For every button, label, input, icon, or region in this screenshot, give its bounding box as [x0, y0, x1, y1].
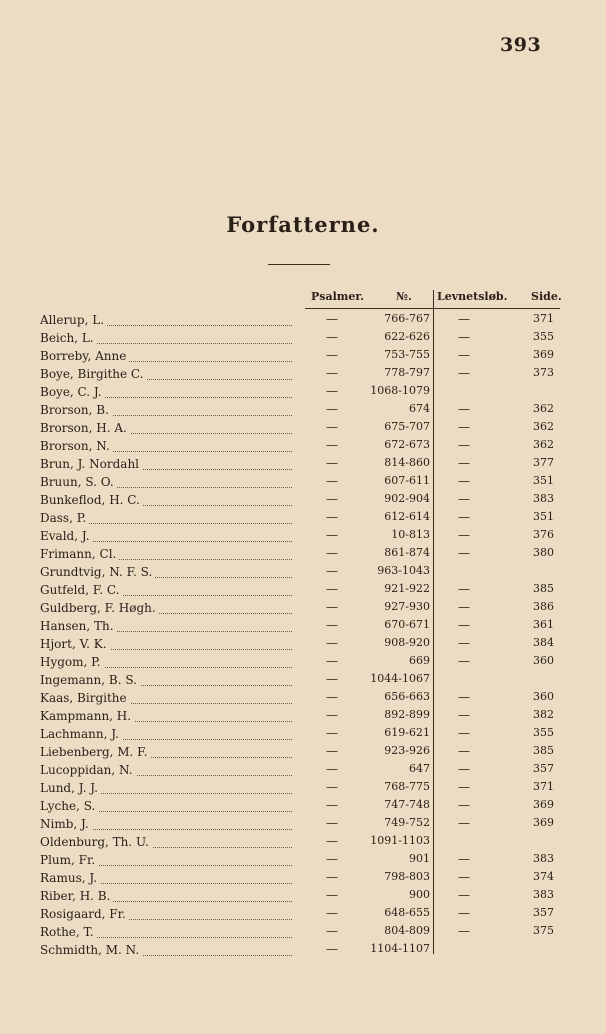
psalmer-cell: — — [326, 366, 338, 380]
psalmer-cell: — — [326, 726, 338, 740]
author-name-text: Evald, J. — [40, 529, 93, 543]
levnet-cell: — — [458, 546, 470, 560]
author-name — [40, 798, 98, 812]
author-name — [40, 780, 101, 794]
author-name — [40, 744, 150, 758]
levnet-cell: — — [458, 924, 470, 938]
author-name-text: Lyche, S. — [40, 799, 98, 813]
table-row — [0, 419, 606, 437]
levnet-cell: — — [458, 510, 470, 524]
table-row — [0, 923, 606, 941]
author-name-text: Dass, P. — [40, 511, 89, 525]
page-cell: 386 — [533, 600, 554, 613]
author-name — [40, 690, 130, 704]
author-name-text: Gutfeld, F. C. — [40, 583, 122, 597]
author-name-text: Rothe, T. — [40, 925, 97, 939]
page-cell: 377 — [533, 456, 554, 469]
levnet-cell: — — [458, 492, 470, 506]
table-row — [0, 869, 606, 887]
author-name — [40, 510, 89, 524]
number-cell: 753-755 — [384, 348, 430, 361]
psalmer-cell: — — [326, 618, 338, 632]
number-cell: 674 — [409, 402, 430, 415]
author-name — [40, 384, 105, 398]
author-name-text: Plum, Fr. — [40, 853, 98, 867]
number-cell: 901 — [409, 852, 430, 865]
levnet-cell: — — [458, 528, 470, 542]
author-name — [40, 348, 129, 362]
page-cell: 383 — [533, 852, 554, 865]
table-row — [0, 707, 606, 725]
table-row — [0, 527, 606, 545]
number-cell: 861-874 — [384, 546, 430, 559]
table-row — [0, 689, 606, 707]
page-cell: 383 — [533, 888, 554, 901]
psalmer-cell: — — [326, 528, 338, 542]
author-name — [40, 312, 107, 326]
table-row — [0, 617, 606, 635]
author-name-text: Brorson, N. — [40, 439, 113, 453]
number-cell: 892-899 — [384, 708, 430, 721]
author-name-text: Ramus, J. — [40, 871, 100, 885]
author-name-text: Hygom, P. — [40, 655, 104, 669]
levnet-cell: — — [458, 330, 470, 344]
header-levnet: Levnetsløb. — [437, 290, 508, 303]
levnet-cell: — — [458, 636, 470, 650]
table-row — [0, 779, 606, 797]
author-name — [40, 366, 147, 380]
levnet-cell: — — [458, 348, 470, 362]
psalmer-cell: — — [326, 492, 338, 506]
psalmer-cell: — — [326, 942, 338, 956]
psalmer-cell: — — [326, 690, 338, 704]
author-name — [40, 726, 122, 740]
author-name-text: Kaas, Birgithe — [40, 691, 130, 705]
number-cell: 927-930 — [384, 600, 430, 613]
author-name-text: Brorson, H. A. — [40, 421, 130, 435]
psalmer-cell: — — [326, 888, 338, 902]
levnet-cell: — — [458, 618, 470, 632]
table-row — [0, 815, 606, 833]
author-name-text: Liebenberg, M. F. — [40, 745, 150, 759]
levnet-cell: — — [458, 888, 470, 902]
table-row — [0, 491, 606, 509]
author-name-text: Lund, J. J. — [40, 781, 101, 795]
author-name — [40, 924, 97, 938]
number-cell: 670-671 — [384, 618, 430, 631]
psalmer-cell: — — [326, 798, 338, 812]
author-name-text: Ingemann, B. S. — [40, 673, 140, 687]
author-name-text: Grundtvig, N. F. S. — [40, 565, 155, 579]
psalmer-cell: — — [326, 906, 338, 920]
levnet-cell: — — [458, 438, 470, 452]
number-cell: 669 — [409, 654, 430, 667]
table-row — [0, 581, 606, 599]
table-row — [0, 797, 606, 815]
table-row — [0, 365, 606, 383]
author-name — [40, 906, 129, 920]
page-cell: 357 — [533, 906, 554, 919]
author-name — [40, 420, 130, 434]
levnet-cell: — — [458, 420, 470, 434]
page-cell: 355 — [533, 330, 554, 343]
levnet-cell: — — [458, 906, 470, 920]
levnet-cell: — — [458, 456, 470, 470]
number-cell: 923-926 — [384, 744, 430, 757]
levnet-cell: — — [458, 474, 470, 488]
number-cell: 10-813 — [391, 528, 430, 541]
psalmer-cell: — — [326, 924, 338, 938]
author-name-text: Beich, L. — [40, 331, 97, 345]
number-cell: 1104-1107 — [370, 942, 430, 955]
psalmer-cell: — — [326, 708, 338, 722]
number-cell: 647 — [409, 762, 430, 775]
author-name-text: Rosigaard, Fr. — [40, 907, 129, 921]
psalmer-cell: — — [326, 600, 338, 614]
page-cell: 369 — [533, 348, 554, 361]
author-name-text: Bruun, S. O. — [40, 475, 117, 489]
author-name — [40, 600, 159, 614]
author-name — [40, 816, 92, 830]
header-rule — [305, 308, 560, 309]
levnet-cell: — — [458, 744, 470, 758]
header-side: Side. — [531, 290, 562, 303]
author-name-text: Nimb, J. — [40, 817, 92, 831]
psalmer-cell: — — [326, 510, 338, 524]
psalmer-cell: — — [326, 672, 338, 686]
page-cell: 385 — [533, 744, 554, 757]
header-psalmer: Psalmer. — [311, 290, 365, 303]
author-name-text: Hansen, Th. — [40, 619, 117, 633]
author-name-text: Brorson, B. — [40, 403, 112, 417]
author-name — [40, 762, 136, 776]
header-no: №. — [396, 290, 412, 303]
number-cell: 902-904 — [384, 492, 430, 505]
page-cell: 371 — [533, 312, 554, 325]
number-cell: 619-621 — [384, 726, 430, 739]
author-name-text: Boye, Birgithe C. — [40, 367, 147, 381]
page-cell: 351 — [533, 474, 554, 487]
table-row — [0, 455, 606, 473]
table-row — [0, 671, 606, 689]
table-row — [0, 383, 606, 401]
author-name-text: Hjort, V. K. — [40, 637, 110, 651]
page-cell: 351 — [533, 510, 554, 523]
author-name-text: Allerup, L. — [40, 313, 107, 327]
number-cell: 778-797 — [384, 366, 430, 379]
author-name-text: Riber, H. B. — [40, 889, 113, 903]
author-name-text: Lucoppidan, N. — [40, 763, 136, 777]
page-cell: 374 — [533, 870, 554, 883]
page-number: 393 — [500, 34, 542, 56]
levnet-cell: — — [458, 852, 470, 866]
author-name — [40, 438, 113, 452]
author-name — [40, 708, 134, 722]
levnet-cell: — — [458, 690, 470, 704]
table-row — [0, 851, 606, 869]
psalmer-cell: — — [326, 582, 338, 596]
page-cell: 385 — [533, 582, 554, 595]
number-cell: 612-614 — [384, 510, 430, 523]
number-cell: 963-1043 — [377, 564, 430, 577]
author-name — [40, 942, 142, 956]
author-name — [40, 402, 112, 416]
table-row — [0, 833, 606, 851]
table-row — [0, 761, 606, 779]
page-cell: 355 — [533, 726, 554, 739]
page-cell: 361 — [533, 618, 554, 631]
number-cell: 675-707 — [384, 420, 430, 433]
psalmer-cell: — — [326, 348, 338, 362]
table-row — [0, 887, 606, 905]
levnet-cell: — — [458, 402, 470, 416]
table-row — [0, 545, 606, 563]
levnet-cell: — — [458, 708, 470, 722]
author-name — [40, 888, 113, 902]
table-row — [0, 347, 606, 365]
page-cell: 376 — [533, 528, 554, 541]
levnet-cell: — — [458, 726, 470, 740]
page-cell: 360 — [533, 654, 554, 667]
author-name — [40, 618, 117, 632]
title-rule — [268, 264, 330, 265]
table-row — [0, 743, 606, 761]
number-cell: 768-775 — [384, 780, 430, 793]
levnet-cell: — — [458, 762, 470, 776]
number-cell: 607-611 — [384, 474, 430, 487]
levnet-cell: — — [458, 312, 470, 326]
number-cell: 766-767 — [384, 312, 430, 325]
table-row — [0, 905, 606, 923]
psalmer-cell: — — [326, 870, 338, 884]
table-row — [0, 725, 606, 743]
table-row — [0, 635, 606, 653]
author-name-text: Brun, J. Nordahl — [40, 457, 142, 471]
table-row — [0, 329, 606, 347]
table-row — [0, 599, 606, 617]
psalmer-cell: — — [326, 384, 338, 398]
number-cell: 749-752 — [384, 816, 430, 829]
author-name — [40, 654, 104, 668]
psalmer-cell: — — [326, 438, 338, 452]
table-row — [0, 311, 606, 329]
table-row — [0, 941, 606, 959]
table-row — [0, 653, 606, 671]
table-row — [0, 509, 606, 527]
number-cell: 648-655 — [384, 906, 430, 919]
author-name — [40, 456, 142, 470]
author-name-text: Bunkeflod, H. C. — [40, 493, 143, 507]
page-cell: 360 — [533, 690, 554, 703]
page-cell: 369 — [533, 816, 554, 829]
number-cell: 804-809 — [384, 924, 430, 937]
author-name — [40, 564, 155, 578]
page-cell: 373 — [533, 366, 554, 379]
author-name-text: Lachmann, J. — [40, 727, 122, 741]
psalmer-cell: — — [326, 744, 338, 758]
psalmer-cell: — — [326, 420, 338, 434]
author-name — [40, 546, 119, 560]
page-cell: 362 — [533, 438, 554, 451]
author-name — [40, 636, 110, 650]
levnet-cell: — — [458, 780, 470, 794]
psalmer-cell: — — [326, 780, 338, 794]
author-name — [40, 870, 100, 884]
psalmer-cell: — — [326, 852, 338, 866]
levnet-cell: — — [458, 654, 470, 668]
page-title: Forfatterne. — [226, 212, 380, 237]
page-cell: 384 — [533, 636, 554, 649]
number-cell: 747-748 — [384, 798, 430, 811]
page-cell: 369 — [533, 798, 554, 811]
number-cell: 908-920 — [384, 636, 430, 649]
psalmer-cell: — — [326, 654, 338, 668]
psalmer-cell: — — [326, 834, 338, 848]
number-cell: 672-673 — [384, 438, 430, 451]
page-cell: 383 — [533, 492, 554, 505]
author-name-text: Guldberg, F. Høgh. — [40, 601, 159, 615]
author-name-text: Kampmann, H. — [40, 709, 134, 723]
psalmer-cell: — — [326, 762, 338, 776]
number-cell: 814-860 — [384, 456, 430, 469]
author-name-text: Schmidth, M. N. — [40, 943, 142, 957]
author-name-text: Boye, C. J. — [40, 385, 105, 399]
author-index-table — [0, 311, 606, 959]
levnet-cell: — — [458, 366, 470, 380]
psalmer-cell: — — [326, 816, 338, 830]
levnet-cell: — — [458, 798, 470, 812]
page-cell: 375 — [533, 924, 554, 937]
levnet-cell: — — [458, 816, 470, 830]
number-cell: 1091-1103 — [370, 834, 430, 847]
author-name — [40, 528, 93, 542]
author-name — [40, 492, 143, 506]
number-cell: 921-922 — [384, 582, 430, 595]
number-cell: 1068-1079 — [370, 384, 430, 397]
psalmer-cell: — — [326, 474, 338, 488]
page-cell: 380 — [533, 546, 554, 559]
page-cell: 362 — [533, 402, 554, 415]
page-cell: 357 — [533, 762, 554, 775]
author-name — [40, 474, 117, 488]
author-name-text: Oldenburg, Th. U. — [40, 835, 152, 849]
page-cell: 371 — [533, 780, 554, 793]
author-name-text: Borreby, Anne — [40, 349, 129, 363]
psalmer-cell: — — [326, 402, 338, 416]
table-row — [0, 563, 606, 581]
author-name — [40, 330, 97, 344]
psalmer-cell: — — [326, 312, 338, 326]
number-cell: 656-663 — [384, 690, 430, 703]
author-name-text: Frimann, Cl. — [40, 547, 119, 561]
author-name — [40, 852, 98, 866]
author-name — [40, 672, 140, 686]
number-cell: 798-803 — [384, 870, 430, 883]
psalmer-cell: — — [326, 564, 338, 578]
psalmer-cell: — — [326, 456, 338, 470]
number-cell: 900 — [409, 888, 430, 901]
levnet-cell: — — [458, 600, 470, 614]
number-cell: 1044-1067 — [370, 672, 430, 685]
levnet-cell: — — [458, 870, 470, 884]
number-cell: 622-626 — [384, 330, 430, 343]
author-name — [40, 582, 122, 596]
psalmer-cell: — — [326, 636, 338, 650]
table-row — [0, 401, 606, 419]
table-row — [0, 473, 606, 491]
psalmer-cell: — — [326, 330, 338, 344]
author-name — [40, 834, 152, 848]
levnet-cell: — — [458, 582, 470, 596]
table-row — [0, 437, 606, 455]
psalmer-cell: — — [326, 546, 338, 560]
page-cell: 362 — [533, 420, 554, 433]
page-cell: 382 — [533, 708, 554, 721]
